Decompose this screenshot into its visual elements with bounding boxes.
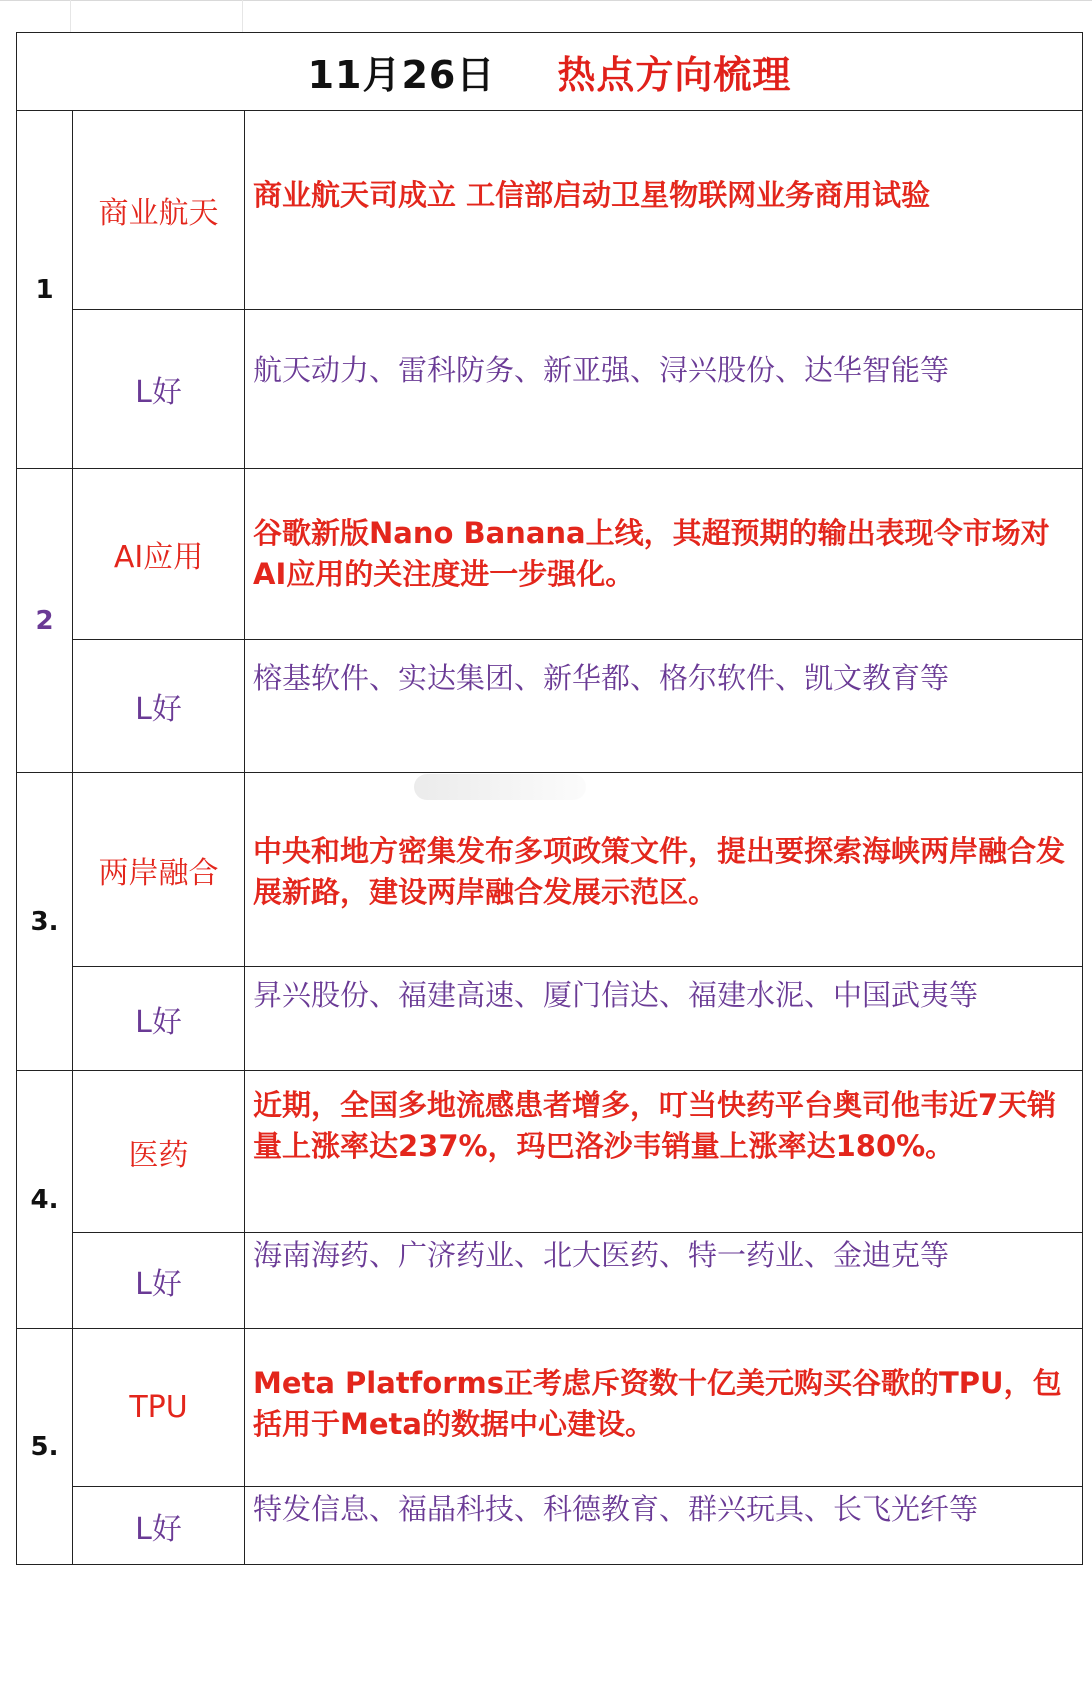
- category-cell: 医药: [73, 1071, 245, 1233]
- title-row: [17, 33, 1083, 111]
- table-row: [17, 310, 1083, 469]
- category-cell: 商业航天: [73, 111, 245, 310]
- news-cell: 谷歌新版Nano Banana上线，其超预期的输出表现令市场对AI应用的关注度进一步强化。: [245, 469, 1083, 640]
- table-row: [17, 111, 1083, 310]
- row-number: 2: [17, 469, 73, 773]
- table-row: [17, 1071, 1083, 1233]
- news-cell: Meta Platforms正考虑斥资数十亿美元购买谷歌的TPU，包括用于Meta的数据中心建设。: [245, 1329, 1083, 1487]
- stocks-cell: 榕基软件、实达集团、新华都、格尔软件、凯文教育等: [245, 640, 1083, 773]
- stocks-cell: 航天动力、雷科防务、新亚强、浔兴股份、达华智能等: [245, 310, 1083, 469]
- row-number: 4.: [17, 1071, 73, 1329]
- sheet-grid-line: [242, 0, 243, 32]
- sheet-grid-line: [70, 0, 71, 32]
- stocks-cell: 特发信息、福晶科技、科德教育、群兴玩具、长飞光纤等: [245, 1487, 1083, 1565]
- benefit-label: L好: [73, 310, 245, 469]
- category-cell: AI应用: [73, 469, 245, 640]
- watermark-smudge: [414, 774, 586, 800]
- sheet-top-border: [0, 0, 1092, 1]
- row-number: 1: [17, 111, 73, 469]
- news-cell: 中央和地方密集发布多项政策文件，提出要探索海峡两岸融合发展新路，建设两岸融合发展示范区。: [245, 773, 1083, 967]
- table-row: [17, 1487, 1083, 1565]
- title-date: 11月26日: [307, 53, 496, 97]
- table-row: [17, 967, 1083, 1071]
- category-cell: TPU: [73, 1329, 245, 1487]
- table-row: [17, 773, 1083, 967]
- table-row: [17, 640, 1083, 773]
- stocks-cell: 海南海药、广济药业、北大医药、特一药业、金迪克等: [245, 1233, 1083, 1329]
- table-row: [17, 1329, 1083, 1487]
- row-number: 5.: [17, 1329, 73, 1565]
- news-cell: 近期，全国多地流感患者增多，叮当快药平台奥司他韦近7天销量上涨率达237%，玛巴洛沙韦销量上涨率达180%。: [245, 1071, 1083, 1233]
- row-number: 3.: [17, 773, 73, 1071]
- benefit-label: L好: [73, 640, 245, 773]
- stocks-cell: 昇兴股份、福建高速、厦门信达、福建水泥、中国武夷等: [245, 967, 1083, 1071]
- title-cell: [17, 33, 1083, 111]
- benefit-label: L好: [73, 967, 245, 1071]
- benefit-label: L好: [73, 1233, 245, 1329]
- category-cell: 两岸融合: [73, 773, 245, 967]
- news-cell: 商业航天司成立 工信部启动卫星物联网业务商用试验: [245, 111, 1083, 310]
- table-row: [17, 1233, 1083, 1329]
- title-heading: 热点方向梳理: [557, 53, 792, 97]
- table-row: [17, 469, 1083, 640]
- benefit-label: L好: [73, 1487, 245, 1565]
